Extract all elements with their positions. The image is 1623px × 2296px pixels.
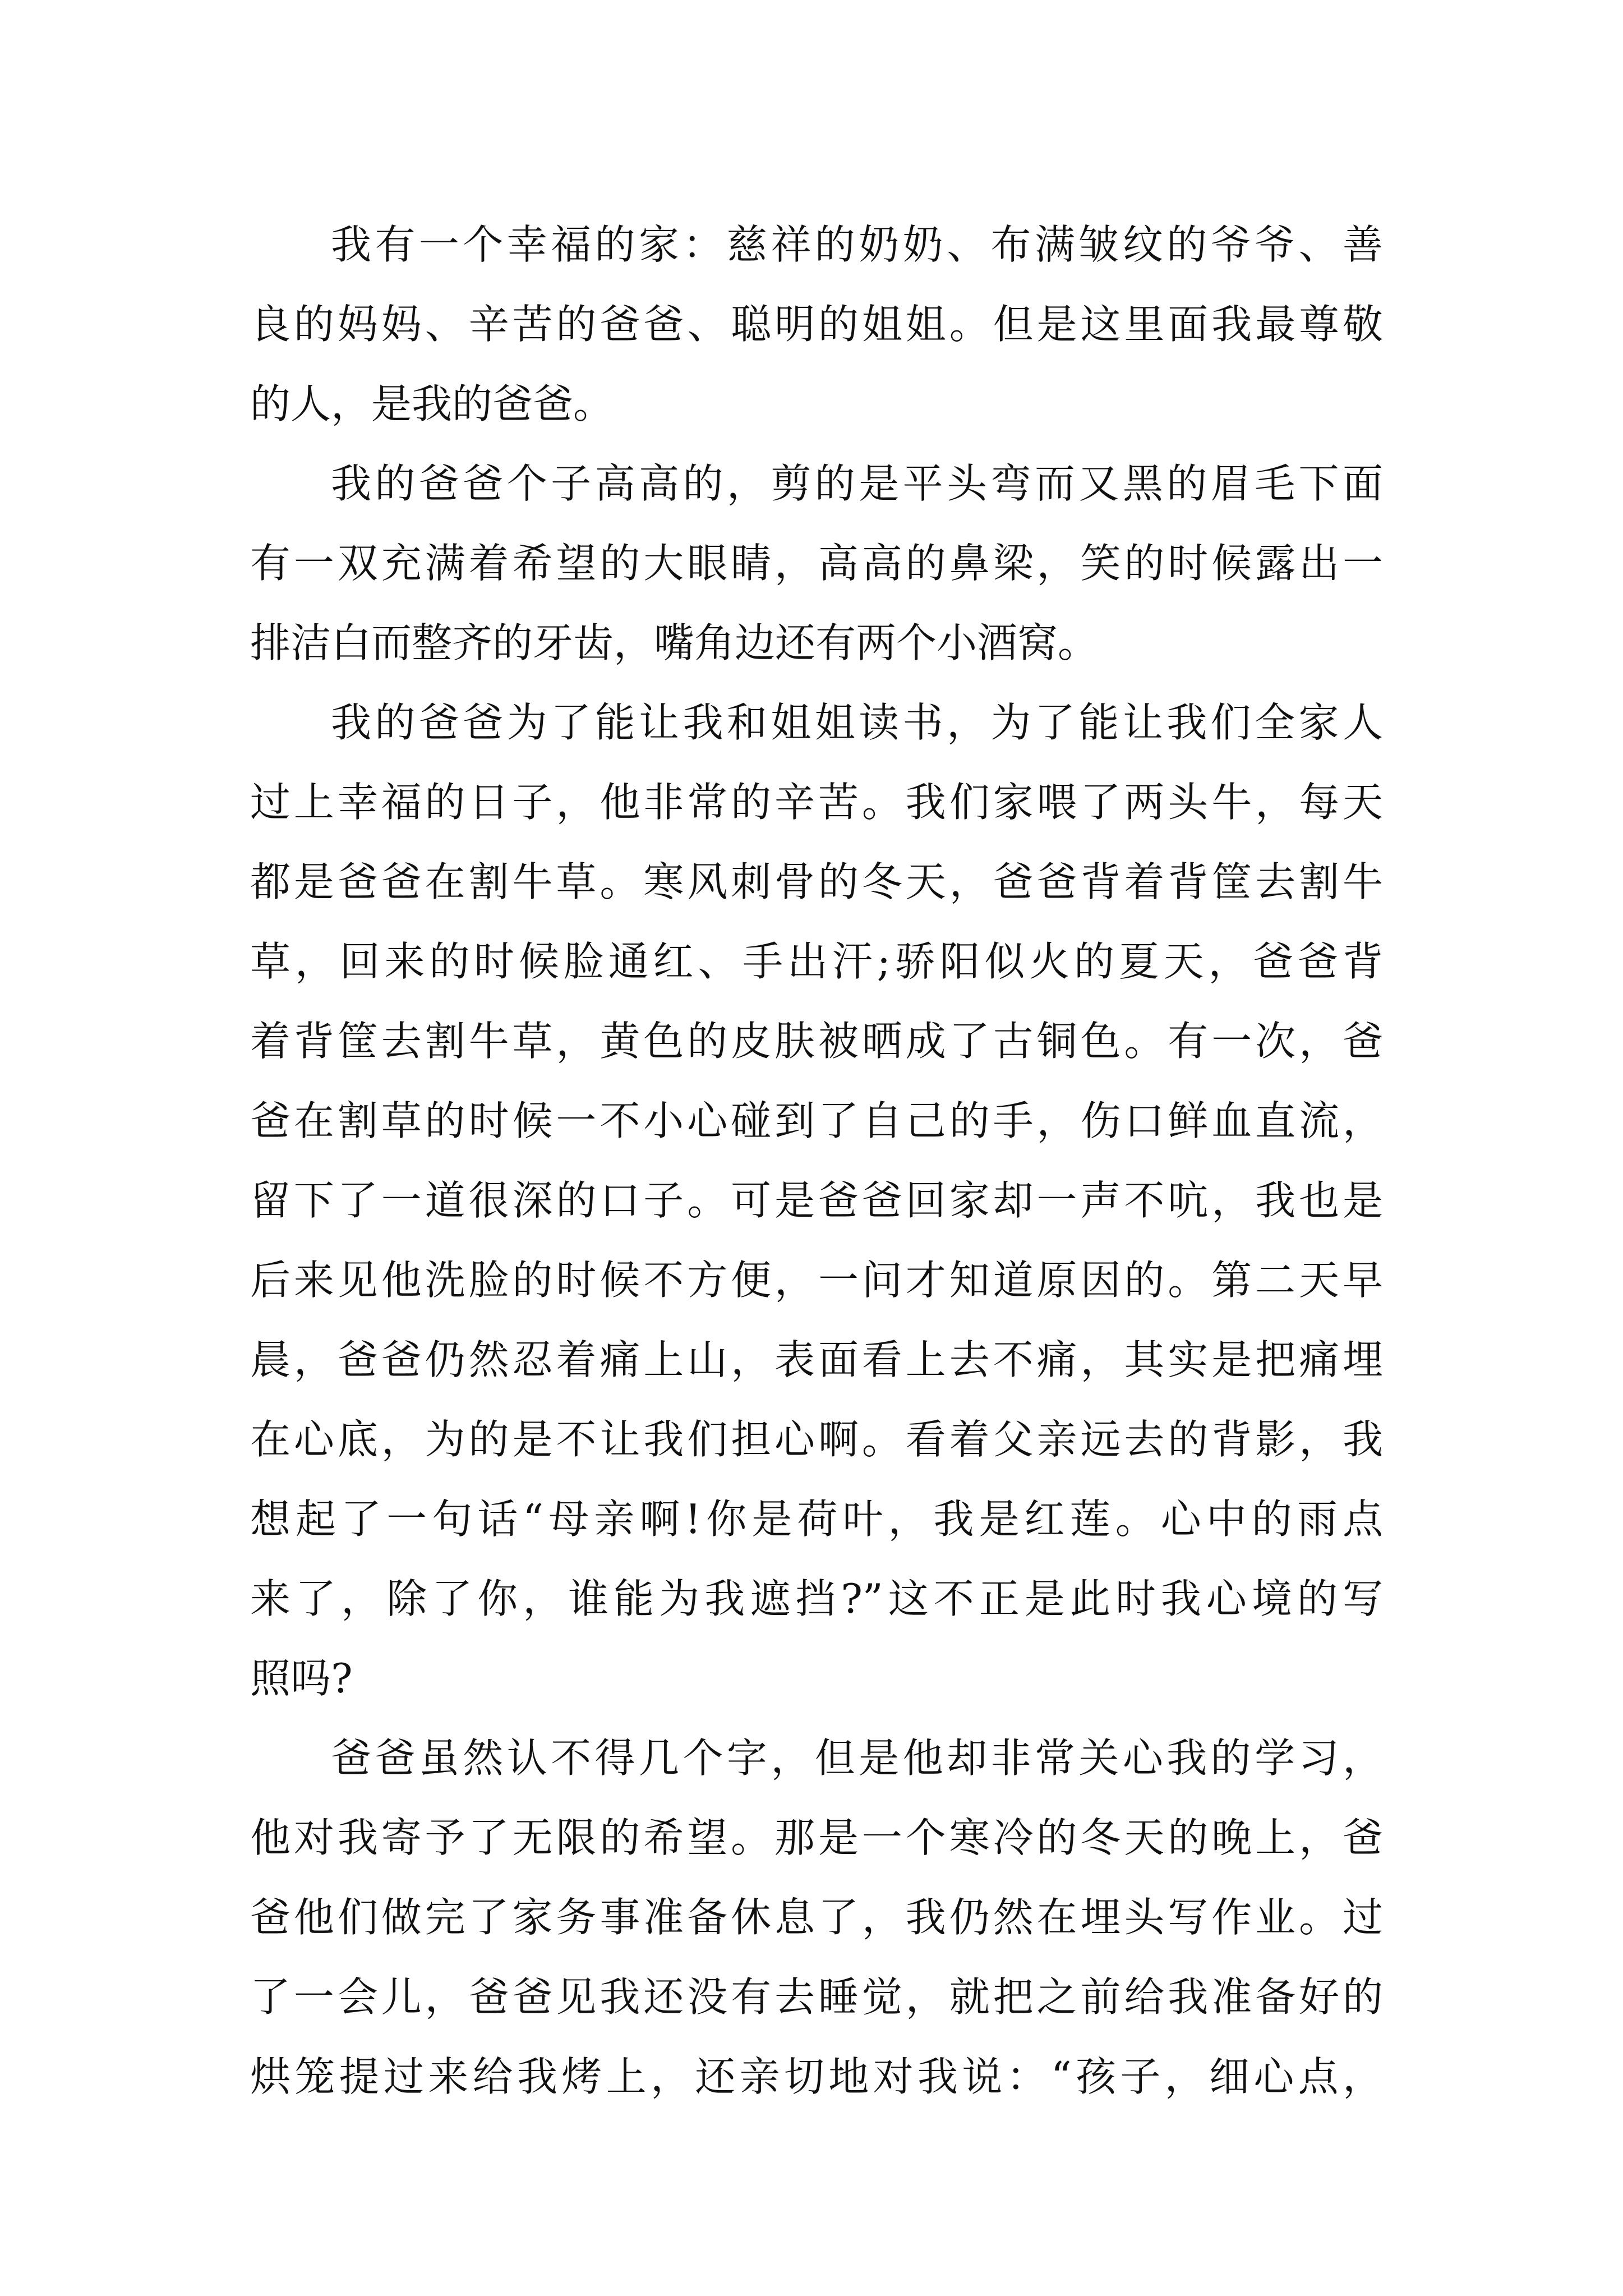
text-line: 的人，是我的爸爸。	[250, 380, 614, 427]
text-line: 了一会儿，爸爸见我还没有去睡觉，就把之前给我准备好的	[250, 1973, 1383, 2021]
text-line: 爸在割草的时候一不小心碰到了自己的手，伤口鲜血直流，	[250, 1097, 1383, 1144]
text-line: 后来见他洗脸的时候不方便，一问才知道原因的。第二天早	[250, 1257, 1383, 1304]
text-line: 爸爸虽然认不得几个字，但是他却非常关心我的学习，	[331, 1734, 1383, 1782]
text-line: 晨，爸爸仍然忍着痛上山，表面看上去不痛，其实是把痛埋	[250, 1336, 1383, 1383]
text-line: 来了，除了你，谁能为我遮挡?”这不正是此时我心境的写	[250, 1575, 1383, 1622]
text-line: 想起了一句话“母亲啊!你是荷叶，我是红莲。心中的雨点	[250, 1496, 1383, 1543]
text-line: 着背筐去割牛草，黄色的皮肤被晒成了古铜色。有一次，爸	[250, 1018, 1383, 1065]
paragraph-family-intro	[250, 205, 1383, 444]
text-line: 我的爸爸个子高高的，剪的是平头弯而又黑的眉毛下面	[331, 460, 1383, 507]
text-line: 排洁白而整齐的牙齿，嘴角边还有两个小酒窝。	[250, 619, 1099, 666]
text-line: 我的爸爸为了能让我和姐姐读书，为了能让我们全家人	[331, 699, 1383, 746]
text-line: 有一双充满着希望的大眼睛，高高的鼻梁，笑的时候露出一	[250, 540, 1383, 587]
text-line: 爸他们做完了家务事准备休息了，我仍然在埋头写作业。过	[250, 1894, 1383, 1941]
text-line: 良的妈妈、辛苦的爸爸、聪明的姐姐。但是这里面我最尊敬	[250, 301, 1383, 348]
text-line: 都是爸爸在割牛草。寒风刺骨的冬天，爸爸背着背筐去割牛	[250, 858, 1383, 905]
text-line: 过上幸福的日子，他非常的辛苦。我们家喂了两头牛，每天	[250, 779, 1383, 826]
text-line: 照吗?	[250, 1655, 353, 1702]
text-line: 他对我寄予了无限的希望。那是一个寒冷的冬天的晚上，爸	[250, 1814, 1383, 1861]
essay-body	[250, 205, 1383, 2116]
paragraph-father-care-study	[250, 1718, 1383, 2116]
text-line: 在心底，为的是不让我们担心啊。看着父亲远去的背影，我	[250, 1416, 1383, 1463]
text-line: 我有一个幸福的家：慈祥的奶奶、布满皱纹的爷爷、善	[331, 221, 1383, 268]
text-line: 留下了一道很深的口子。可是爸爸回家却一声不吭，我也是	[250, 1177, 1383, 1224]
text-line: 烘笼提过来给我烤上，还亲切地对我说：“孩子，细心点，	[250, 2053, 1383, 2100]
paragraph-father-appearance	[250, 444, 1383, 683]
text-line: 草，回来的时候脸通红、手出汗;骄阳似火的夏天，爸爸背	[250, 938, 1383, 985]
paragraph-father-hard-work	[250, 683, 1383, 1718]
